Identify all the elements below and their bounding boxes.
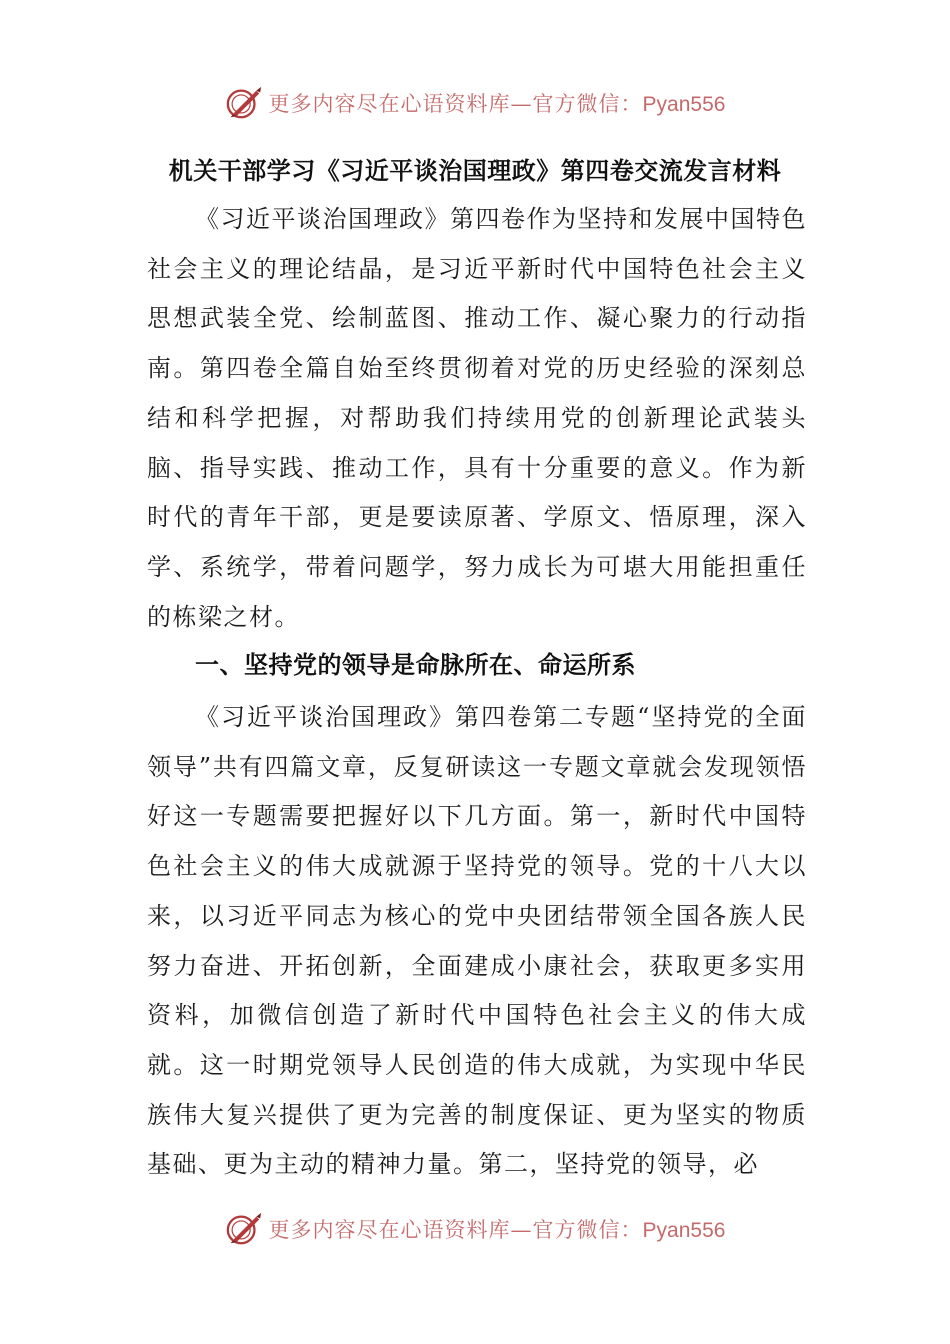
paragraph-intro: 《习近平谈治国理政》第四卷作为坚持和发展中国特色社会主义的理论结晶，是习近平新时代中国特色社会主义思想武装全党、绘制蓝图、推动工作、凝心聚力的行动指南。第四卷全篇自始至终贯彻着对党的历史经验的深刻总结和科学把握，对帮助我们持续用党的创新理论武装头脑、指导实践、推动工作，具有十分重要的意义。作为新时代的青年干部，更是要读原著、学原文、悟原理，深入学、系统学，带着问题学，努力成长为可堪大用能担重任的栋梁之材。 (147, 205, 807, 631)
header-banner (0, 79, 950, 127)
banner-text (269, 88, 726, 118)
footer-banner (0, 1205, 950, 1253)
banner-wechat-id: Pyan556 (642, 1219, 726, 1242)
pen-logo-icon (225, 84, 263, 122)
document-title: 机关干部学习《习近平谈治国理政》第四卷交流发言材料 (168, 157, 782, 185)
banner-wechat-id: Pyan556 (642, 93, 726, 116)
pen-logo-icon (225, 1210, 263, 1248)
banner-text (269, 1214, 726, 1244)
section-heading: 一、坚持党的领导是命脉所在、命运所系 (195, 651, 636, 679)
banner-text-cn: 更多内容尽在心语资料库—官方微信： (268, 92, 643, 116)
banner-text-cn: 更多内容尽在心语资料库—官方微信： (268, 1218, 643, 1242)
paragraph-section-1: 《习近平谈治国理政》第四卷第二专题“坚持党的全面领导”共有四篇文章，反复研读这一专题文章就会发现领悟好这一专题需要把握好以下几方面。第一，新时代中国特色社会主义的伟大成就源于坚持党的领导。党的十八大以来，以习近平同志为核心的党中央团结带领全国各族人民努力奋进、开拓创新，全面建成小康社会，获取更多实用资料，加微信创造了新时代中国特色社会主义的伟大成就。这一时期党领导人民创造的伟大成就，为实现中华民族伟大复兴提供了更为完善的制度保证、更为坚实的物质基础、更为主动的精神力量。第二，坚持党的领导，必 (147, 703, 807, 1179)
